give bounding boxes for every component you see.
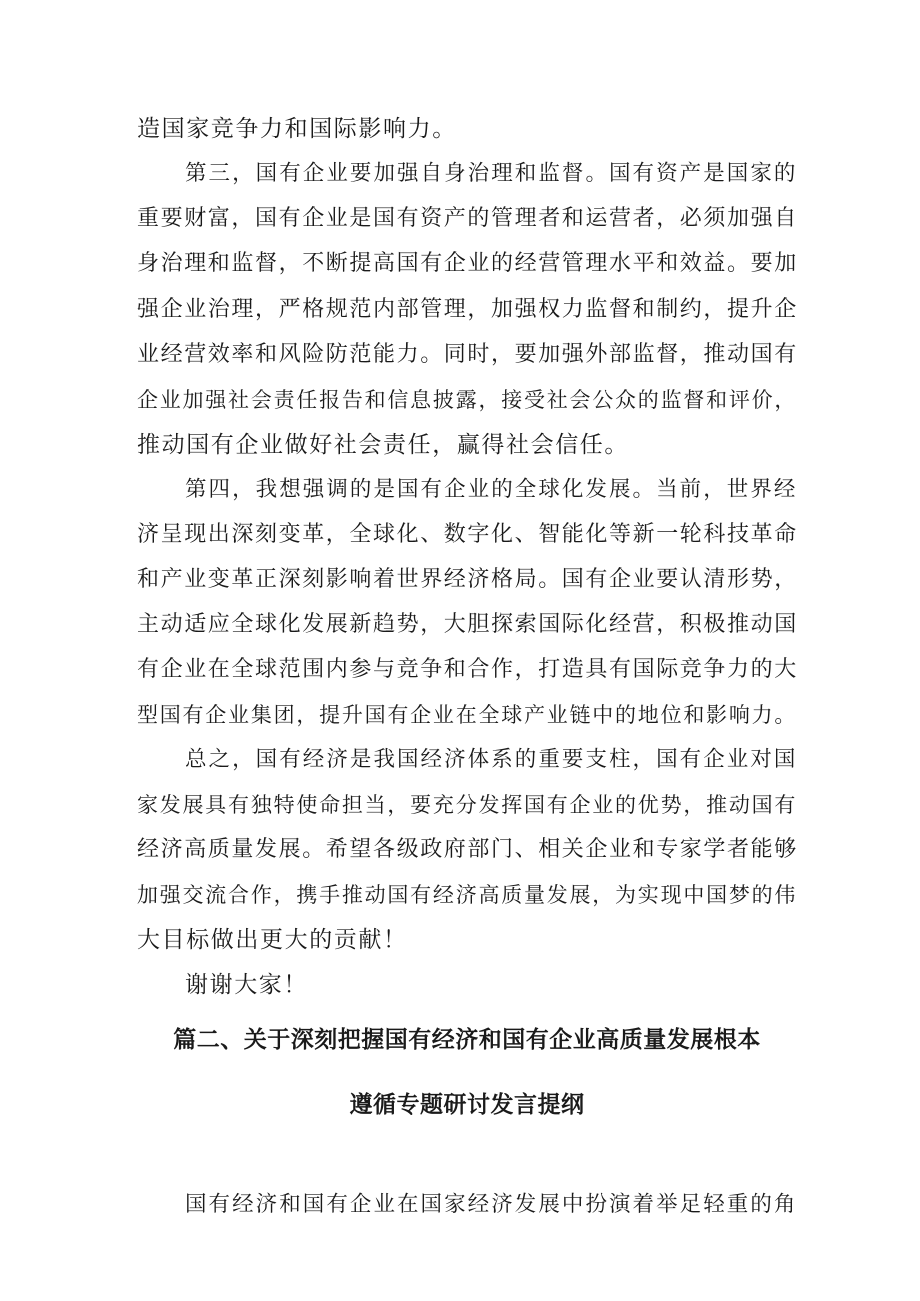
- paragraph-line: 业经营效率和风险防范能力。同时，要加强外部监督，推动国有: [137, 342, 798, 367]
- paragraph-line: 型国有企业集团，提升国有企业在全球产业链中的地位和影响力。: [137, 703, 797, 727]
- paragraph-line: 强企业治理，严格规范内部管理，加强权力监督和制约，提升企: [137, 297, 798, 322]
- paragraph-line: 身治理和监督，不断提高国有企业的经营管理水平和效益。要加: [137, 251, 798, 276]
- paragraph-line: 企业加强社会责任报告和信息披露，接受社会公众的监督和评价，: [137, 388, 797, 412]
- paragraph-line: 经济高质量发展。希望各级政府部门、相关企业和专家学者能够: [137, 837, 798, 862]
- section-heading-line-2: 遵循专题研讨发言提纲: [349, 1092, 585, 1118]
- paragraph-line: 有企业在全球范围内参与竞争和合作，打造具有国际竞争力的大: [137, 657, 798, 682]
- paragraph-line: 济呈现出深刻变革，全球化、数字化、智能化等新一轮科技革命: [137, 522, 798, 547]
- paragraph-line: 谢谢大家！: [185, 972, 308, 998]
- paragraph-line: 推动国有企业做好社会责任，赢得社会信任。: [137, 432, 629, 458]
- paragraph-line: 造国家竞争力和国际影响力。: [137, 116, 457, 142]
- paragraph-line: 主动适应全球化发展新趋势，大胆探索国际化经营，积极推动国: [137, 612, 798, 637]
- paragraph-line: 和产业变革正深刻影响着世界经济格局。国有企业要认清形势，: [137, 567, 798, 592]
- paragraph-line: 总之，国有经济是我国经济体系的重要支柱，国有企业对国: [185, 747, 797, 772]
- paragraph-line: 第三，国有企业要加强自身治理和监督。国有资产是国家的: [185, 161, 797, 186]
- paragraph-line: 大目标做出更大的贡献！: [137, 927, 408, 953]
- paragraph-line: 加强交流合作，携手推动国有经济高质量发展，为实现中国梦的伟: [137, 883, 797, 907]
- paragraph-line: 国有经济和国有企业在国家经济发展中扮演着举足轻重的角: [185, 1192, 797, 1217]
- paragraph-line: 家发展具有独特使命担当，要充分发挥国有企业的优势，推动国有: [137, 793, 797, 817]
- paragraph-line: 重要财富，国有企业是国有资产的管理者和运营者，必须加强自: [137, 206, 798, 231]
- paragraph-line: 第四，我想强调的是国有企业的全球化发展。当前，世界经: [185, 477, 797, 502]
- section-heading-line-1: 篇二、关于深刻把握国有经济和国有企业高质量发展根本: [173, 1027, 761, 1053]
